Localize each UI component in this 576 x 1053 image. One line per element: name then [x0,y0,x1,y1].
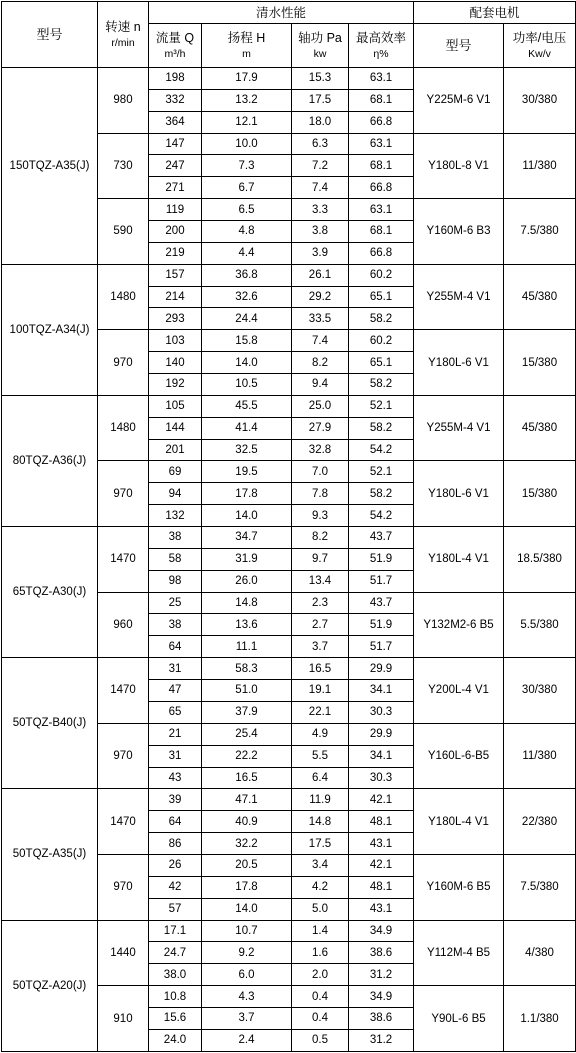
head-cell: 15.8 [202,330,292,352]
efficiency-cell: 30.3 [349,701,414,723]
flow-cell: 132 [149,505,202,527]
table-row [2,789,576,811]
head-cell: 10.5 [202,374,292,396]
efficiency-cell: 65.1 [349,286,414,308]
efficiency-cell: 42.1 [349,789,414,811]
flow-cell: 69 [149,461,202,483]
head-cell: 51.0 [202,680,292,702]
shaft-power-cell: 1.4 [292,920,349,942]
shaft-power-cell: 7.0 [292,461,349,483]
shaft-power-cell: 9.7 [292,548,349,570]
pump-model-cell: 65TQZ-A30(J) [2,527,98,658]
efficiency-cell: 29.9 [349,723,414,745]
flow-header [149,24,202,68]
shaft-power-cell: 33.5 [292,308,349,330]
matching-motor-header: 配套电机 [414,2,576,24]
flow-label: 流量 Q [155,30,195,45]
speed-cell: 960 [98,592,149,658]
flow-cell: 119 [149,199,202,221]
power-voltage-cell: 45/380 [504,264,576,330]
efficiency-cell: 66.8 [349,111,414,133]
efficiency-cell: 54.2 [349,439,414,461]
speed-cell: 970 [98,330,149,396]
flow-cell: 58 [149,548,202,570]
flow-cell: 64 [149,811,202,833]
head-cell: 4.4 [202,242,292,264]
table-row [2,527,576,549]
efficiency-header [349,24,414,68]
power-voltage-cell: 7.5/380 [504,199,576,265]
flow-cell: 86 [149,833,202,855]
shaft-power-cell: 17.5 [292,833,349,855]
table-row [2,658,576,680]
flow-cell: 15.6 [149,1007,202,1029]
power-voltage-cell: 15/380 [504,461,576,527]
flow-cell: 105 [149,395,202,417]
head-cell: 26.0 [202,570,292,592]
efficiency-cell: 31.2 [349,964,414,986]
shaft-power-cell: 4.2 [292,876,349,898]
power-voltage-cell: 30/380 [504,68,576,134]
shaft-power-cell: 3.3 [292,199,349,221]
head-cell: 4.3 [202,986,292,1008]
efficiency-cell: 60.2 [349,330,414,352]
efficiency-cell: 51.9 [349,614,414,636]
shaft-power-cell: 6.3 [292,133,349,155]
pump-model-cell: 50TQZ-A20(J) [2,920,98,1051]
head-cell: 12.1 [202,111,292,133]
power-voltage-cell: 7.5/380 [504,854,576,920]
flow-cell: 103 [149,330,202,352]
flow-cell: 47 [149,680,202,702]
efficiency-cell: 66.8 [349,242,414,264]
shaft-power-cell: 3.8 [292,221,349,243]
motor-model-cell: Y90L-6 B5 [414,986,504,1052]
efficiency-cell: 48.1 [349,876,414,898]
head-cell: 36.8 [202,264,292,286]
head-cell: 22.2 [202,745,292,767]
power-voltage-header [504,24,576,68]
shaft-power-cell: 2.3 [292,592,349,614]
flow-cell: 38 [149,527,202,549]
motor-model-cell: Y180L-4 V1 [414,789,504,855]
flow-cell: 364 [149,111,202,133]
power-voltage-cell: 11/380 [504,133,576,199]
efficiency-cell: 63.1 [349,199,414,221]
flow-cell: 31 [149,745,202,767]
efficiency-cell: 58.2 [349,308,414,330]
flow-cell: 39 [149,789,202,811]
power-voltage-cell: 1.1/380 [504,986,576,1052]
pump-model-cell: 100TQZ-A34(J) [2,264,98,395]
power-voltage-label: 功率/电压 [512,30,567,45]
motor-model-cell: Y255M-4 V1 [414,264,504,330]
flow-cell: 24.7 [149,942,202,964]
speed-cell: 1440 [98,920,149,986]
efficiency-cell: 68.1 [349,221,414,243]
head-cell: 47.1 [202,789,292,811]
head-cell: 20.5 [202,854,292,876]
motor-model-cell: Y225M-6 V1 [414,68,504,134]
motor-model-cell: Y160M-6 B5 [414,854,504,920]
head-cell: 17.8 [202,876,292,898]
motor-model-cell: Y255M-4 V1 [414,395,504,461]
flow-cell: 200 [149,221,202,243]
head-cell: 14.0 [202,898,292,920]
shaft-power-cell: 13.4 [292,570,349,592]
power-voltage-cell: 30/380 [504,658,576,724]
shaft-power-cell: 7.8 [292,483,349,505]
efficiency-cell: 68.1 [349,155,414,177]
flow-cell: 57 [149,898,202,920]
shaft-power-unit: kw [313,47,327,60]
efficiency-label: 最高效率 [356,30,407,45]
power-voltage-unit: Kw/v [528,47,551,60]
motor-model-cell: Y200L-4 V1 [414,658,504,724]
efficiency-cell: 54.2 [349,505,414,527]
speed-cell: 1480 [98,395,149,461]
power-voltage-cell: 15/380 [504,330,576,396]
flow-cell: 98 [149,570,202,592]
shaft-power-cell: 26.1 [292,264,349,286]
efficiency-cell: 63.1 [349,68,414,90]
shaft-power-cell: 25.0 [292,395,349,417]
shaft-power-cell: 7.4 [292,177,349,199]
flow-cell: 26 [149,854,202,876]
motor-model-cell: Y132M2-6 B5 [414,592,504,658]
efficiency-cell: 58.2 [349,374,414,396]
head-label: 扬程 H [227,30,266,45]
efficiency-cell: 52.1 [349,461,414,483]
efficiency-cell: 58.2 [349,483,414,505]
pump-spec-table [1,1,576,1052]
flow-cell: 144 [149,417,202,439]
head-cell: 37.9 [202,701,292,723]
head-header [202,24,292,68]
flow-cell: 31 [149,658,202,680]
shaft-power-cell: 0.4 [292,1007,349,1029]
power-voltage-cell: 22/380 [504,789,576,855]
efficiency-cell: 34.1 [349,745,414,767]
head-cell: 3.7 [202,1007,292,1029]
motor-model-cell: Y180L-6 V1 [414,461,504,527]
head-cell: 31.9 [202,548,292,570]
flow-cell: 157 [149,264,202,286]
shaft-power-cell: 15.3 [292,68,349,90]
efficiency-cell: 52.1 [349,395,414,417]
efficiency-cell: 31.2 [349,1029,414,1051]
efficiency-cell: 63.1 [349,133,414,155]
efficiency-cell: 48.1 [349,811,414,833]
head-cell: 16.5 [202,767,292,789]
head-cell: 13.6 [202,614,292,636]
speed-cell: 730 [98,133,149,199]
speed-cell: 970 [98,854,149,920]
flow-unit: m³/h [164,47,186,60]
flow-cell: 140 [149,352,202,374]
speed-label: 转速 n [105,19,141,34]
shaft-power-cell: 7.2 [292,155,349,177]
flow-cell: 332 [149,89,202,111]
motor-model-cell: Y160L-6-B5 [414,723,504,789]
head-cell: 32.2 [202,833,292,855]
flow-cell: 65 [149,701,202,723]
shaft-power-cell: 3.4 [292,854,349,876]
efficiency-cell: 30.3 [349,767,414,789]
head-cell: 14.0 [202,352,292,374]
head-cell: 32.6 [202,286,292,308]
efficiency-cell: 51.7 [349,570,414,592]
motor-model-cell: Y180L-4 V1 [414,527,504,593]
motor-model-cell: Y160M-6 B3 [414,199,504,265]
head-cell: 14.8 [202,592,292,614]
power-voltage-cell: 11/380 [504,723,576,789]
efficiency-cell: 60.2 [349,264,414,286]
head-cell: 13.2 [202,89,292,111]
shaft-power-cell: 0.5 [292,1029,349,1051]
flow-cell: 25 [149,592,202,614]
flow-cell: 38 [149,614,202,636]
head-cell: 11.1 [202,636,292,658]
head-unit: m [242,47,251,60]
speed-cell: 910 [98,986,149,1052]
efficiency-cell: 38.6 [349,1007,414,1029]
table-row [2,395,576,417]
pump-model-cell: 50TQZ-A35(J) [2,789,98,920]
shaft-power-cell: 8.2 [292,352,349,374]
efficiency-cell: 51.7 [349,636,414,658]
head-cell: 6.0 [202,964,292,986]
shaft-power-cell: 4.9 [292,723,349,745]
flow-cell: 10.8 [149,986,202,1008]
flow-cell: 247 [149,155,202,177]
power-voltage-cell: 5.5/380 [504,592,576,658]
pump-model-cell: 50TQZ-B40(J) [2,658,98,789]
shaft-power-cell: 27.9 [292,417,349,439]
flow-cell: 42 [149,876,202,898]
shaft-power-cell: 9.3 [292,505,349,527]
head-cell: 14.0 [202,505,292,527]
shaft-power-cell: 22.1 [292,701,349,723]
head-cell: 25.4 [202,723,292,745]
head-cell: 17.9 [202,68,292,90]
efficiency-cell: 29.9 [349,658,414,680]
efficiency-cell: 43.1 [349,898,414,920]
head-cell: 32.5 [202,439,292,461]
efficiency-cell: 34.9 [349,986,414,1008]
water-performance-header: 清水性能 [149,2,414,24]
shaft-power-cell: 2.7 [292,614,349,636]
flow-cell: 293 [149,308,202,330]
head-cell: 40.9 [202,811,292,833]
head-cell: 9.2 [202,942,292,964]
head-cell: 58.3 [202,658,292,680]
shaft-power-cell: 8.2 [292,527,349,549]
shaft-power-cell: 2.0 [292,964,349,986]
efficiency-cell: 66.8 [349,177,414,199]
efficiency-cell: 51.9 [349,548,414,570]
shaft-power-cell: 5.5 [292,745,349,767]
speed-header [98,2,149,68]
shaft-power-cell: 32.8 [292,439,349,461]
shaft-power-cell: 9.4 [292,374,349,396]
flow-cell: 17.1 [149,920,202,942]
head-cell: 6.7 [202,177,292,199]
speed-cell: 1480 [98,264,149,330]
pump-model-cell: 80TQZ-A36(J) [2,395,98,526]
shaft-power-cell: 17.5 [292,89,349,111]
efficiency-cell: 58.2 [349,417,414,439]
flow-cell: 192 [149,374,202,396]
efficiency-cell: 34.9 [349,920,414,942]
table-row [2,920,576,942]
power-voltage-cell: 18.5/380 [504,527,576,593]
head-cell: 7.3 [202,155,292,177]
efficiency-cell: 42.1 [349,854,414,876]
shaft-power-cell: 11.9 [292,789,349,811]
flow-cell: 21 [149,723,202,745]
table-header [2,2,576,68]
head-cell: 10.0 [202,133,292,155]
shaft-power-cell: 0.4 [292,986,349,1008]
flow-cell: 64 [149,636,202,658]
shaft-power-cell: 29.2 [292,286,349,308]
shaft-power-cell: 5.0 [292,898,349,920]
head-cell: 2.4 [202,1029,292,1051]
efficiency-cell: 43.7 [349,592,414,614]
shaft-power-header [292,24,349,68]
head-cell: 17.8 [202,483,292,505]
table-row [2,68,576,90]
flow-cell: 24.0 [149,1029,202,1051]
flow-cell: 94 [149,483,202,505]
shaft-power-cell: 14.8 [292,811,349,833]
shaft-power-cell: 6.4 [292,767,349,789]
speed-unit: r/min [111,36,135,49]
flow-cell: 201 [149,439,202,461]
flow-cell: 219 [149,242,202,264]
head-cell: 10.7 [202,920,292,942]
speed-cell: 970 [98,461,149,527]
head-cell: 34.7 [202,527,292,549]
shaft-power-cell: 18.0 [292,111,349,133]
flow-cell: 147 [149,133,202,155]
speed-cell: 1470 [98,789,149,855]
shaft-power-cell: 7.4 [292,330,349,352]
head-cell: 45.5 [202,395,292,417]
shaft-power-cell: 1.6 [292,942,349,964]
speed-cell: 590 [98,199,149,265]
head-cell: 19.5 [202,461,292,483]
efficiency-cell: 43.1 [349,833,414,855]
head-cell: 24.4 [202,308,292,330]
head-cell: 6.5 [202,199,292,221]
shaft-power-cell: 3.9 [292,242,349,264]
efficiency-cell: 38.6 [349,942,414,964]
head-cell: 4.8 [202,221,292,243]
motor-model-cell: Y112M-4 B5 [414,920,504,986]
shaft-power-cell: 19.1 [292,680,349,702]
shaft-power-label: 轴功 Pa [298,30,342,45]
efficiency-cell: 43.7 [349,527,414,549]
speed-cell: 980 [98,68,149,134]
flow-cell: 38.0 [149,964,202,986]
speed-cell: 1470 [98,527,149,593]
table-row [2,264,576,286]
motor-model-header: 型号 [414,24,504,68]
shaft-power-cell: 3.7 [292,636,349,658]
power-voltage-cell: 4/380 [504,920,576,986]
table-body [2,68,576,1052]
efficiency-cell: 34.1 [349,680,414,702]
efficiency-unit: η% [373,47,389,60]
head-cell: 41.4 [202,417,292,439]
model-header: 型号 [2,2,98,68]
pump-model-cell: 150TQZ-A35(J) [2,68,98,265]
efficiency-cell: 65.1 [349,352,414,374]
flow-cell: 198 [149,68,202,90]
speed-cell: 970 [98,723,149,789]
flow-cell: 43 [149,767,202,789]
motor-model-cell: Y180L-6 V1 [414,330,504,396]
shaft-power-cell: 16.5 [292,658,349,680]
efficiency-cell: 68.1 [349,89,414,111]
speed-cell: 1470 [98,658,149,724]
power-voltage-cell: 45/380 [504,395,576,461]
flow-cell: 271 [149,177,202,199]
flow-cell: 214 [149,286,202,308]
motor-model-cell: Y180L-8 V1 [414,133,504,199]
